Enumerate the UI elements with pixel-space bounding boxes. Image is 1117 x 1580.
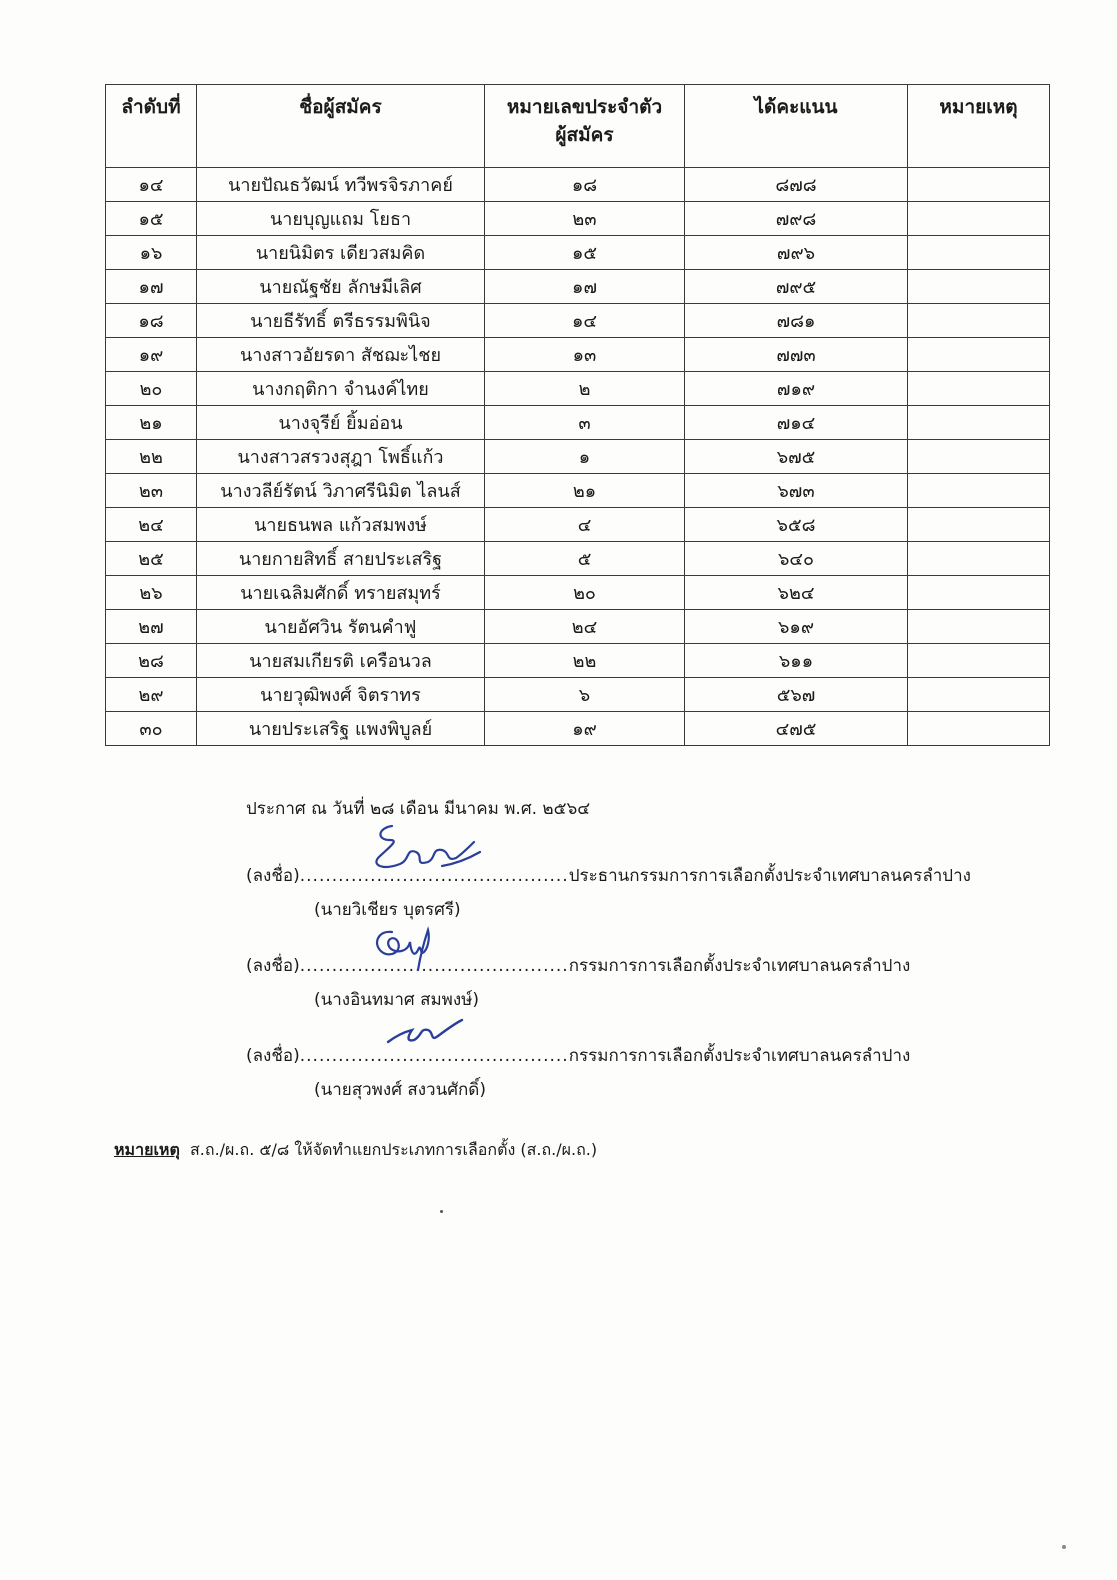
candidate-number-cell: ๑๕ bbox=[485, 236, 685, 270]
table-row bbox=[106, 644, 1050, 678]
candidate-name-cell: นายอัศวิน รัตนคำฟู bbox=[197, 610, 485, 644]
candidate-name-cell: นายธีรัทธิ์ ตรีธรรมพินิจ bbox=[197, 304, 485, 338]
score-cell: ๗๗๓ bbox=[685, 338, 908, 372]
score-cell: ๘๗๘ bbox=[685, 168, 908, 202]
results-table bbox=[105, 84, 1050, 746]
header-name: ชื่อผู้สมัคร bbox=[197, 85, 485, 168]
candidate-name-cell: นายกายสิทธิ์ สายประเสริฐ bbox=[197, 542, 485, 576]
table-row bbox=[106, 542, 1050, 576]
remark-cell bbox=[908, 406, 1050, 440]
candidate-name-cell: นายธนพล แก้วสมพงษ์ bbox=[197, 508, 485, 542]
table-row bbox=[106, 338, 1050, 372]
rank-cell: ๒๒ bbox=[106, 440, 197, 474]
remark-cell bbox=[908, 474, 1050, 508]
rank-cell: ๒๑ bbox=[106, 406, 197, 440]
remark-cell bbox=[908, 338, 1050, 372]
candidate-name-cell: นายประเสริฐ แพงพิบูลย์ bbox=[197, 712, 485, 746]
remark-cell bbox=[908, 508, 1050, 542]
rank-cell: ๒๓ bbox=[106, 474, 197, 508]
table-row bbox=[106, 202, 1050, 236]
score-cell: ๖๑๑ bbox=[685, 644, 908, 678]
candidate-name-cell: นายปัณธวัฒน์ ทวีพรจิรภาคย์ bbox=[197, 168, 485, 202]
candidate-name-cell: นายนิมิตร เดียวสมคิด bbox=[197, 236, 485, 270]
table-row bbox=[106, 406, 1050, 440]
rank-cell: ๑๖ bbox=[106, 236, 197, 270]
table-row bbox=[106, 678, 1050, 712]
candidate-number-cell: ๖ bbox=[485, 678, 685, 712]
candidate-name-cell: นายณัฐชัย ลักษมีเลิศ bbox=[197, 270, 485, 304]
candidate-number-cell: ๔ bbox=[485, 508, 685, 542]
candidate-number-cell: ๒๑ bbox=[485, 474, 685, 508]
table-row bbox=[106, 372, 1050, 406]
signatory-name-3: (นายสุวพงศ์ สงวนศักดิ์) bbox=[314, 1080, 486, 1100]
score-cell: ๖๑๙ bbox=[685, 610, 908, 644]
announcement-date: ประกาศ ณ วันที่ ๒๘ เดือน มีนาคม พ.ศ. ๒๕๖๔ bbox=[246, 799, 591, 819]
candidate-number-cell: ๒๒ bbox=[485, 644, 685, 678]
candidate-number-cell: ๕ bbox=[485, 542, 685, 576]
signature-prefix: (ลงชื่อ) bbox=[246, 956, 300, 976]
rank-cell: ๑๕ bbox=[106, 202, 197, 236]
score-cell: ๗๙๘ bbox=[685, 202, 908, 236]
signature-role: กรรมการการเลือกตั้งประจำเทศบาลนครลำปาง bbox=[568, 1046, 911, 1066]
table-row bbox=[106, 474, 1050, 508]
score-cell: ๔๗๕ bbox=[685, 712, 908, 746]
signature-role: กรรมการการเลือกตั้งประจำเทศบาลนครลำปาง bbox=[568, 956, 911, 976]
candidate-number-cell: ๑๓ bbox=[485, 338, 685, 372]
table-row bbox=[106, 610, 1050, 644]
candidate-number-cell: ๑๙ bbox=[485, 712, 685, 746]
candidate-number-cell: ๑ bbox=[485, 440, 685, 474]
header-number-line1: หมายเลขประจำตัว bbox=[506, 96, 663, 118]
note-line bbox=[114, 1138, 597, 1163]
score-cell: ๗๘๑ bbox=[685, 304, 908, 338]
candidate-name-cell: นางสาวสรวงสุฎา โพธิ์แก้ว bbox=[197, 440, 485, 474]
scan-speck bbox=[1062, 1545, 1066, 1549]
table-row bbox=[106, 508, 1050, 542]
remark-cell bbox=[908, 678, 1050, 712]
candidate-number-cell: ๒๔ bbox=[485, 610, 685, 644]
remark-cell bbox=[908, 372, 1050, 406]
score-cell: ๖๗๓ bbox=[685, 474, 908, 508]
score-cell: ๖๒๔ bbox=[685, 576, 908, 610]
table-row bbox=[106, 576, 1050, 610]
rank-cell: ๑๘ bbox=[106, 304, 197, 338]
signature-dots: .......................................... bbox=[299, 1046, 569, 1066]
table-header-row bbox=[106, 85, 1050, 168]
rank-cell: ๑๗ bbox=[106, 270, 197, 304]
candidate-name-cell: นางสาวอัยรดา สัชฌะไชย bbox=[197, 338, 485, 372]
signature-prefix: (ลงชื่อ) bbox=[246, 1046, 300, 1066]
table-row bbox=[106, 304, 1050, 338]
remark-cell bbox=[908, 440, 1050, 474]
candidate-name-cell: นางจุรีย์ ยิ้มอ่อน bbox=[197, 406, 485, 440]
signature-prefix: (ลงชื่อ) bbox=[246, 866, 300, 886]
rank-cell: ๒๘ bbox=[106, 644, 197, 678]
rank-cell: ๒๕ bbox=[106, 542, 197, 576]
header-rank: ลำดับที่ bbox=[106, 85, 197, 168]
rank-cell: ๒๖ bbox=[106, 576, 197, 610]
signature-dots: .......................................... bbox=[299, 866, 569, 886]
candidate-number-cell: ๑๔ bbox=[485, 304, 685, 338]
handwritten-signature-1 bbox=[370, 818, 485, 880]
remark-cell bbox=[908, 270, 1050, 304]
remark-cell bbox=[908, 542, 1050, 576]
signatory-name-1: (นายวิเชียร บุตรศรี) bbox=[314, 900, 461, 920]
note-text: ส.ถ./ผ.ถ. ๕/๘ ให้จัดทำแยกประเภทการเลือกตั้ง (ส.ถ./ผ.ถ.) bbox=[190, 1140, 598, 1159]
remark-cell bbox=[908, 576, 1050, 610]
remark-cell bbox=[908, 610, 1050, 644]
signature-dots: .......................................... bbox=[299, 956, 569, 976]
candidate-name-cell: นายสมเกียรติ เครือนวล bbox=[197, 644, 485, 678]
remark-cell bbox=[908, 712, 1050, 746]
remark-cell bbox=[908, 168, 1050, 202]
rank-cell: ๑๔ bbox=[106, 168, 197, 202]
rank-cell: ๒๙ bbox=[106, 678, 197, 712]
table-row bbox=[106, 270, 1050, 304]
candidate-number-cell: ๓ bbox=[485, 406, 685, 440]
header-number bbox=[485, 85, 685, 168]
candidate-name-cell: นายบุญแถม โยธา bbox=[197, 202, 485, 236]
score-cell: ๖๕๘ bbox=[685, 508, 908, 542]
remark-cell bbox=[908, 236, 1050, 270]
rank-cell: ๒๗ bbox=[106, 610, 197, 644]
score-cell: ๖๗๕ bbox=[685, 440, 908, 474]
header-remark: หมายเหตุ bbox=[908, 85, 1050, 168]
note-label: หมายเหตุ bbox=[114, 1140, 180, 1159]
score-cell: ๕๖๗ bbox=[685, 678, 908, 712]
candidate-name-cell: นางกฤติกา จำนงค์ไทย bbox=[197, 372, 485, 406]
table-row bbox=[106, 236, 1050, 270]
signature-line-1 bbox=[246, 862, 971, 889]
candidate-name-cell: นายเฉลิมศักดิ์ ทรายสมุทร์ bbox=[197, 576, 485, 610]
remark-cell bbox=[908, 644, 1050, 678]
candidate-name-cell: นายวุฒิพงศ์ จิตราทร bbox=[197, 678, 485, 712]
rank-cell: ๒๔ bbox=[106, 508, 197, 542]
rank-cell: ๒๐ bbox=[106, 372, 197, 406]
remark-cell bbox=[908, 202, 1050, 236]
handwritten-signature-2 bbox=[368, 922, 438, 974]
candidate-number-cell: ๒ bbox=[485, 372, 685, 406]
remark-cell bbox=[908, 304, 1050, 338]
score-cell: ๖๔๐ bbox=[685, 542, 908, 576]
candidate-number-cell: ๒๓ bbox=[485, 202, 685, 236]
candidate-number-cell: ๑๘ bbox=[485, 168, 685, 202]
candidate-name-cell: นางวลีย์รัตน์ วิภาศรีนิมิต ไลนส์ bbox=[197, 474, 485, 508]
signatory-name-2: (นางอินทมาศ สมพงษ์) bbox=[314, 990, 480, 1010]
candidate-number-cell: ๒๐ bbox=[485, 576, 685, 610]
table-row bbox=[106, 440, 1050, 474]
table-row bbox=[106, 168, 1050, 202]
table-body bbox=[106, 168, 1050, 746]
candidate-number-cell: ๑๗ bbox=[485, 270, 685, 304]
signature-line-2 bbox=[246, 952, 910, 979]
score-cell: ๗๙๖ bbox=[685, 236, 908, 270]
score-cell: ๗๙๕ bbox=[685, 270, 908, 304]
score-cell: ๗๑๔ bbox=[685, 406, 908, 440]
score-cell: ๗๑๙ bbox=[685, 372, 908, 406]
signature-line-3 bbox=[246, 1042, 910, 1069]
rank-cell: ๑๙ bbox=[106, 338, 197, 372]
header-number-line2: ผู้สมัคร bbox=[555, 124, 614, 146]
signature-role: ประธานกรรมการการเลือกตั้งประจำเทศบาลนครลำปาง bbox=[568, 866, 971, 886]
header-score: ได้คะแนน bbox=[685, 85, 908, 168]
table-row bbox=[106, 712, 1050, 746]
rank-cell: ๓๐ bbox=[106, 712, 197, 746]
scan-speck bbox=[440, 1210, 443, 1213]
handwritten-signature-3 bbox=[384, 1014, 466, 1050]
